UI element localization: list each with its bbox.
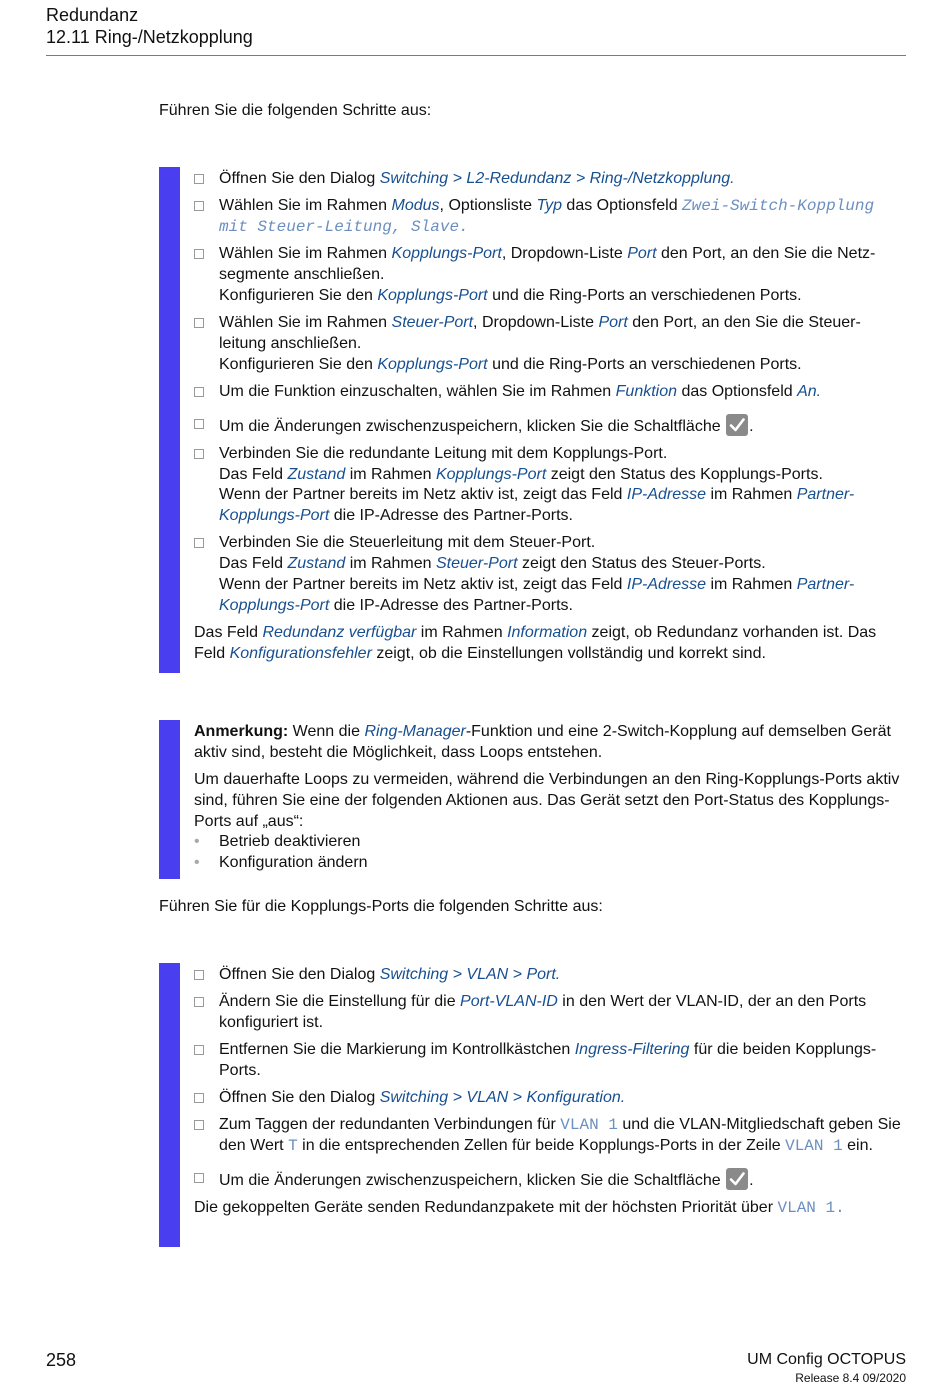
note-paragraph: Um dauerhafte Loops zu vermeiden, während die Verbindungen an den Ring-Kopplungs-Ports aktiv sind, führen Sie eine der folgenden Aktionen aus. Das Gerät setzt den Port-Status des Kopplungs-Ports auf „aus“: — [194, 770, 900, 830]
step: Wählen Sie im Rahmen Modus, Optionsliste Typ das Optionsfeld Zwei-Switch-Kopplung mit Steuer-Leitung, Slave. — [194, 196, 907, 238]
dialog-path: Switching > VLAN > Port — [379, 966, 556, 983]
note-block — [159, 720, 907, 879]
step: Um die Funktion einzuschalten, wählen Sie im Rahmen Funktion das Optionsfeld An. — [194, 382, 907, 403]
intro-text-1: Führen Sie die folgenden Schritte aus: — [159, 102, 432, 119]
chapter-title: Redundanz — [46, 5, 139, 25]
checkbox-icon — [194, 970, 204, 980]
list-item: • Betrieb deaktivieren — [194, 832, 907, 853]
step: Zum Taggen der redundanten Verbindungen für VLAN 1 und die VLAN-Mitgliedschaft geben Sie den Wert T in die entsprechenden Zellen für beide Kopplungs-Ports in der Zeile VLAN 1 ein. — [194, 1115, 907, 1157]
checkbox-icon — [194, 1120, 204, 1130]
page-number: 258 — [46, 1350, 77, 1370]
checkbox-icon — [194, 1173, 204, 1183]
result-paragraph: Das Feld Redundanz verfügbar im Rahmen Information zeigt, ob Redundanz vorhanden ist. Das Feld Konfigurationsfehler zeigt, ob die Einstellungen vollständig und korrekt sind. — [194, 623, 877, 662]
step: Öffnen Sie den Dialog Switching > VLAN > Port. — [194, 965, 907, 986]
checkbox-icon — [194, 419, 204, 429]
release-info: Release 8.4 09/2020 — [795, 1371, 906, 1385]
step: Wählen Sie im Rahmen Kopplungs-Port, Dropdown-Liste Port den Port, an den Sie die Netz-segmente anschließen. Konfigurieren Sie den Kopplungs-Port und die Ring-Ports an verschiedenen Ports. — [194, 244, 907, 306]
list-item: • Konfiguration ändern — [194, 853, 907, 874]
document-title: UM Config OCTOPUS — [747, 1351, 906, 1368]
save-checkmark-icon — [726, 414, 748, 436]
result-paragraph: Die gekoppelten Geräte senden Redundanzpakete mit der höchsten Priorität über VLAN 1. — [194, 1199, 845, 1218]
checkbox-icon — [194, 449, 204, 459]
option-value: Zwei-Switch-Kopplung mit Steuer-Leitung, Slave — [219, 197, 875, 236]
checkbox-icon — [194, 387, 204, 397]
checkbox-icon — [194, 538, 204, 548]
step: Verbinden Sie die Steuerleitung mit dem Steuer-Port. Das Feld Zustand im Rahmen Steuer-Port zeigt den Status des Steuer-Ports. Wenn der Partner bereits im Netz aktiv ist, zeigt das Feld IP-Adresse im Rahmen Partner-Kopplungs-Port die IP-Adresse des Partner-Ports. — [194, 533, 907, 616]
checkbox-icon — [194, 201, 204, 211]
checkbox-icon — [194, 249, 204, 259]
step: Um die Änderungen zwischenzuspeichern, klicken Sie die Schaltfläche . — [194, 414, 907, 438]
block-bar — [159, 720, 180, 879]
checkbox-icon — [194, 997, 204, 1007]
step: Öffnen Sie den Dialog Switching > VLAN > Konfiguration. — [194, 1088, 907, 1109]
instruction-block-2 — [159, 963, 907, 1247]
checkbox-icon — [194, 318, 204, 328]
checkbox-icon — [194, 1093, 204, 1103]
header-rule — [46, 55, 906, 56]
checkbox-icon — [194, 1045, 204, 1055]
dialog-path: Switching > L2-Redundanz > Ring-/Netzkopplung — [379, 170, 731, 187]
running-header — [46, 4, 253, 48]
dialog-path: Switching > VLAN > Konfiguration — [379, 1089, 621, 1107]
step: Öffnen Sie den Dialog Switching > L2-Redundanz > Ring-/Netzkopplung. — [194, 169, 907, 190]
intro-text-2: Führen Sie für die Kopplungs-Ports die folgenden Schritte aus: — [159, 898, 603, 915]
step: Um die Änderungen zwischenzuspeichern, klicken Sie die Schaltfläche . — [194, 1168, 907, 1192]
bullet-icon: • — [194, 833, 200, 851]
step: Verbinden Sie die redundante Leitung mit dem Kopplungs-Port. Das Feld Zustand im Rahmen Kopplungs-Port zeigt den Status des Kopplungs-Ports. Wenn der Partner bereits im Netz aktiv ist, zeigt das Feld IP-Adresse im Rahmen Partner-Kopplungs-Port die IP-Adresse des Partner-Ports. — [194, 444, 907, 527]
note-paragraph: Anmerkung: Wenn die Ring-Manager-Funktion und eine 2-Switch-Kopplung auf demselben Gerät aktiv sind, besteht die Möglichkeit, dass Loops entstehen. — [194, 723, 891, 761]
block-bar — [159, 963, 180, 1247]
checkbox-icon — [194, 174, 204, 184]
block-bar — [159, 167, 180, 673]
step: Entfernen Sie die Markierung im Kontrollkästchen Ingress-Filtering für die beiden Kopplungs-Ports. — [194, 1040, 907, 1082]
step: Ändern Sie die Einstellung für die Port-VLAN-ID in den Wert der VLAN-ID, der an den Ports konfiguriert ist. — [194, 992, 907, 1034]
instruction-block-1 — [159, 167, 907, 673]
save-checkmark-icon — [726, 1168, 748, 1190]
note-label: Anmerkung: — [194, 723, 289, 740]
step: Wählen Sie im Rahmen Steuer-Port, Dropdown-Liste Port den Port, an den Sie die Steuer-leitung anschließen. Konfigurieren Sie den Kopplungs-Port und die Ring-Ports an verschiedenen Ports. — [194, 313, 907, 375]
bullet-icon: • — [194, 854, 200, 872]
section-title: 12.11 Ring-/Netzkopplung — [46, 27, 253, 47]
